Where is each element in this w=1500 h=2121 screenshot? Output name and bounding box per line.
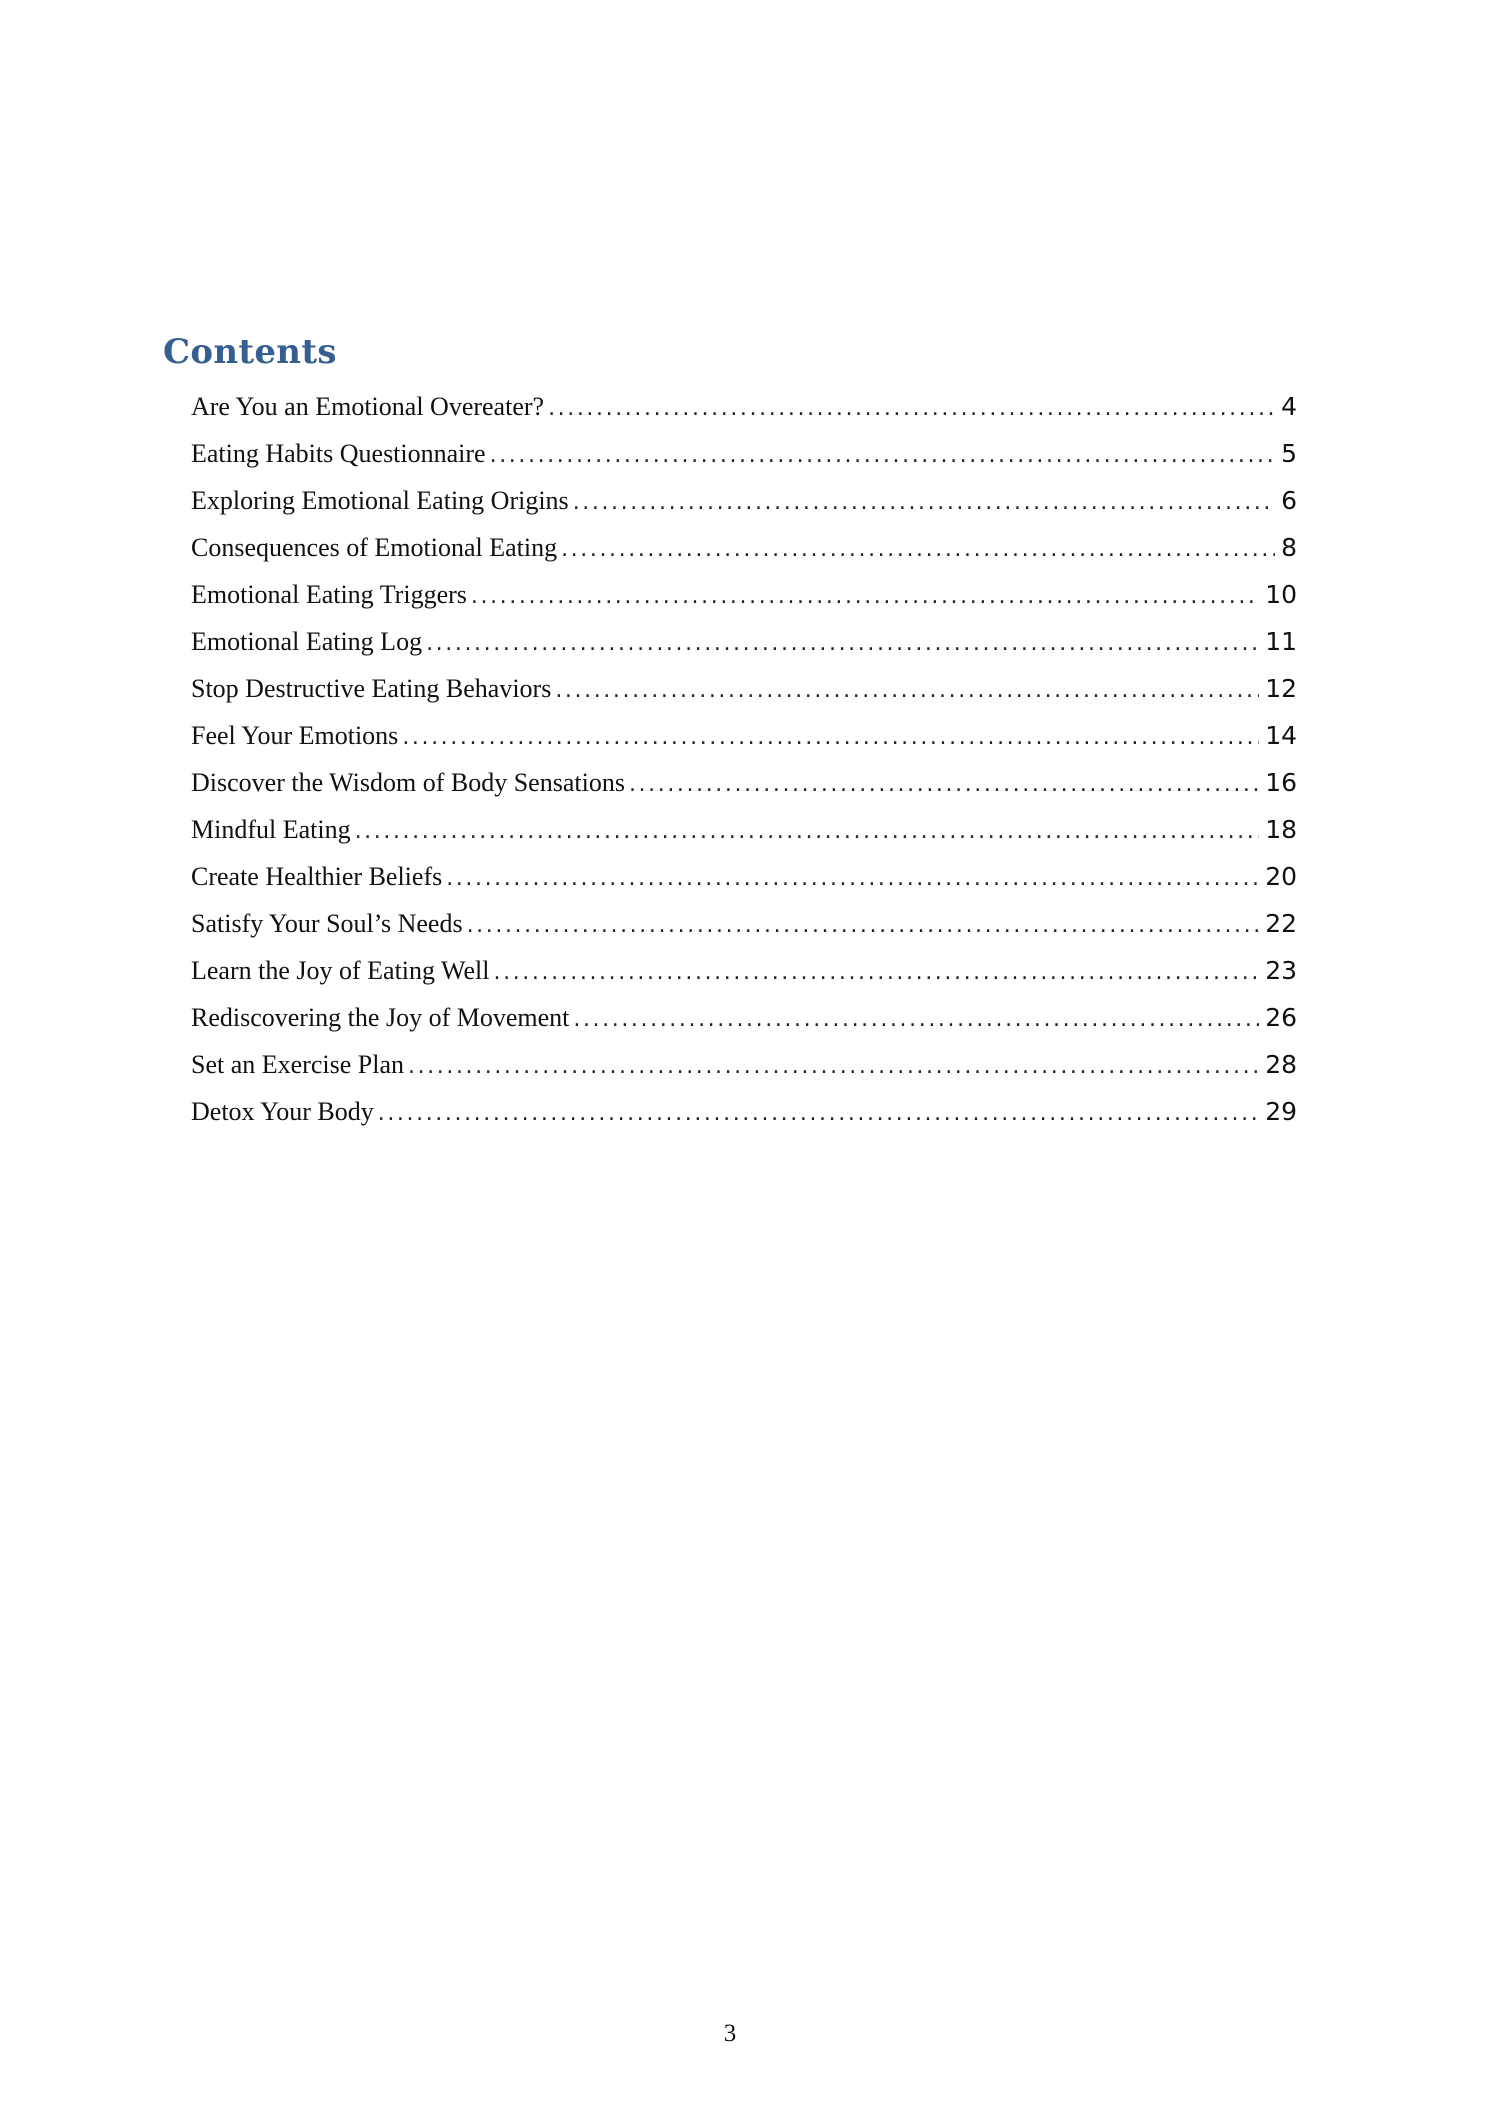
toc-entry-page: 23	[1265, 956, 1297, 985]
toc-entry-title: Mindful Eating	[191, 815, 351, 844]
toc-entry-title: Learn the Joy of Eating Well	[191, 956, 490, 985]
toc-entry[interactable]	[191, 1041, 1297, 1088]
dot-leader	[490, 432, 1275, 479]
toc-entry-page: 22	[1265, 909, 1297, 938]
toc-entry-page: 28	[1265, 1050, 1297, 1079]
dot-leader	[426, 620, 1259, 667]
toc-entry-page: 29	[1265, 1097, 1297, 1126]
toc-entry[interactable]	[191, 947, 1297, 994]
toc-entry[interactable]	[191, 524, 1297, 571]
toc-entry-page: 4	[1281, 392, 1297, 421]
toc-entry[interactable]	[191, 383, 1297, 430]
toc-entry-title: Create Healthier Beliefs	[191, 862, 443, 891]
dot-leader	[561, 526, 1275, 573]
toc-entry-title: Eating Habits Questionnaire	[191, 439, 486, 468]
dot-leader	[471, 573, 1259, 620]
toc-entry-page: 6	[1281, 486, 1297, 515]
toc-entry-title: Emotional Eating Triggers	[191, 580, 467, 609]
toc-entry-title: Are You an Emotional Overeater?	[191, 392, 545, 421]
dot-leader	[378, 1090, 1259, 1137]
toc-entry[interactable]	[191, 853, 1297, 900]
toc-entry[interactable]	[191, 477, 1297, 524]
toc-entry-title: Exploring Emotional Eating Origins	[191, 486, 569, 515]
toc-entry-page: 18	[1265, 815, 1297, 844]
dot-leader	[573, 996, 1259, 1043]
toc-entry-page: 11	[1265, 627, 1297, 656]
toc-entry[interactable]	[191, 430, 1297, 477]
dot-leader	[446, 855, 1259, 902]
dot-leader	[548, 385, 1275, 432]
dot-leader	[408, 1043, 1259, 1090]
toc-entry[interactable]	[191, 806, 1297, 853]
toc-entry[interactable]	[191, 712, 1297, 759]
dot-leader	[573, 479, 1275, 526]
toc-entry[interactable]	[191, 759, 1297, 806]
toc-entry-page: 20	[1265, 862, 1297, 891]
dot-leader	[629, 761, 1259, 808]
table-of-contents	[191, 383, 1297, 1135]
toc-entry[interactable]	[191, 665, 1297, 712]
toc-entry-page: 12	[1265, 674, 1297, 703]
dot-leader	[467, 902, 1260, 949]
toc-entry[interactable]	[191, 618, 1297, 665]
dot-leader	[494, 949, 1260, 996]
toc-entry-title: Emotional Eating Log	[191, 627, 423, 656]
toc-entry-title: Rediscovering the Joy of Movement	[191, 1003, 570, 1032]
toc-entry[interactable]	[191, 571, 1297, 618]
toc-entry[interactable]	[191, 900, 1297, 947]
dot-leader	[402, 714, 1259, 761]
page-number: 3	[723, 2020, 737, 2047]
toc-entry[interactable]	[191, 1088, 1297, 1135]
toc-entry-page: 14	[1265, 721, 1297, 750]
toc-entry-page: 16	[1265, 768, 1297, 797]
toc-entry-title: Stop Destructive Eating Behaviors	[191, 674, 552, 703]
toc-entry[interactable]	[191, 994, 1297, 1041]
toc-entry-title: Feel Your Emotions	[191, 721, 399, 750]
toc-entry-title: Discover the Wisdom of Body Sensations	[191, 768, 625, 797]
toc-entry-page: 10	[1265, 580, 1297, 609]
toc-entry-title: Set an Exercise Plan	[191, 1050, 404, 1079]
toc-entry-title: Detox Your Body	[191, 1097, 374, 1126]
toc-entry-page: 5	[1281, 439, 1297, 468]
dot-leader	[555, 667, 1259, 714]
toc-heading: Contents	[163, 332, 337, 372]
toc-entry-page: 8	[1281, 533, 1297, 562]
toc-entry-page: 26	[1265, 1003, 1297, 1032]
dot-leader	[355, 808, 1260, 855]
toc-entry-title: Consequences of Emotional Eating	[191, 533, 558, 562]
toc-entry-title: Satisfy Your Soul’s Needs	[191, 909, 463, 938]
